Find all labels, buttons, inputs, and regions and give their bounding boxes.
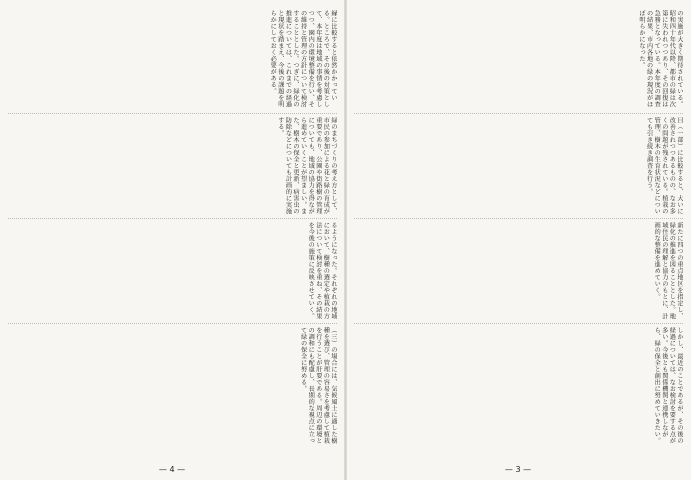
left-divider-1 xyxy=(8,113,337,114)
right-page-number: — 3 — xyxy=(504,465,532,474)
right-page xyxy=(346,0,691,480)
right-divider-2 xyxy=(354,218,683,219)
right-divider-1 xyxy=(354,113,683,114)
right-text-block-3: 新たに四つの重点地区を指定し、緑化の推進を図ることとした。地域住民の理解と協力のもとに、計画的な整備を進めていく。 xyxy=(653,222,683,320)
left-page-number: — 4 — xyxy=(158,465,186,474)
left-text-block-3: るようになった。それぞれの地域において、樹種の選定や植栽の方法について検討を重ね、その結果を今後の施策に反映させていく。 xyxy=(307,222,337,320)
left-divider-2 xyxy=(8,218,337,219)
right-divider-3 xyxy=(354,323,683,324)
right-text-block-1: の実施が大きく期待されている。昭和四十年代以降、都市の緑は次第に失われつつあり、その回復は急務となっている。本年度の調査の結果、市内各地の緑の現況がほぼ明らかになった。 xyxy=(638,10,683,108)
left-divider-3 xyxy=(8,323,337,324)
left-page xyxy=(0,0,345,480)
right-text-block-2: 目（一部）に比較すると、大いに改善されつつあるものの、なお多くの問題が残されている。植栽の管理、樹木の生育状況などについても引き続き調査を行う。 xyxy=(645,117,683,215)
left-text-block-2: 緑のまちづくりの考え方として、市民の参加による花と緑の育成が重要であり、公園や街路樹の管理についても、地域の協力を得ながら進めていくことが望ましい。また、樹木の保全と更新、病害虫の防除などについても計画的に実施する。 xyxy=(276,117,337,215)
left-text-block-4: （三）の場合には、気候風土に適した樹種を選び、管理の容易さを考慮して植栽を行うことが肝要である。周辺の環境との調和にも配慮し、長期的な視点に立って緑の保全に努める。 xyxy=(299,327,337,444)
right-text-block-4: しかし、最近のことであるが、その後の経過については、なお検討を要する点が多い。今後とも関係機関と連携しながら、緑の保全と創出に努めていきたい。 xyxy=(653,327,683,444)
left-text-block-1: 縁に比較すると依然かかっている。ところで、その後の対策として、本年度は地域の事情を考慮しつつ、園内の環境整備を行い、その維持と管理の方針について検討することとした。つぎに、緑化の推進については、これまでの経過と現状を踏まえ、今後の課題を明らかにしておく必要がある。 xyxy=(269,10,337,108)
